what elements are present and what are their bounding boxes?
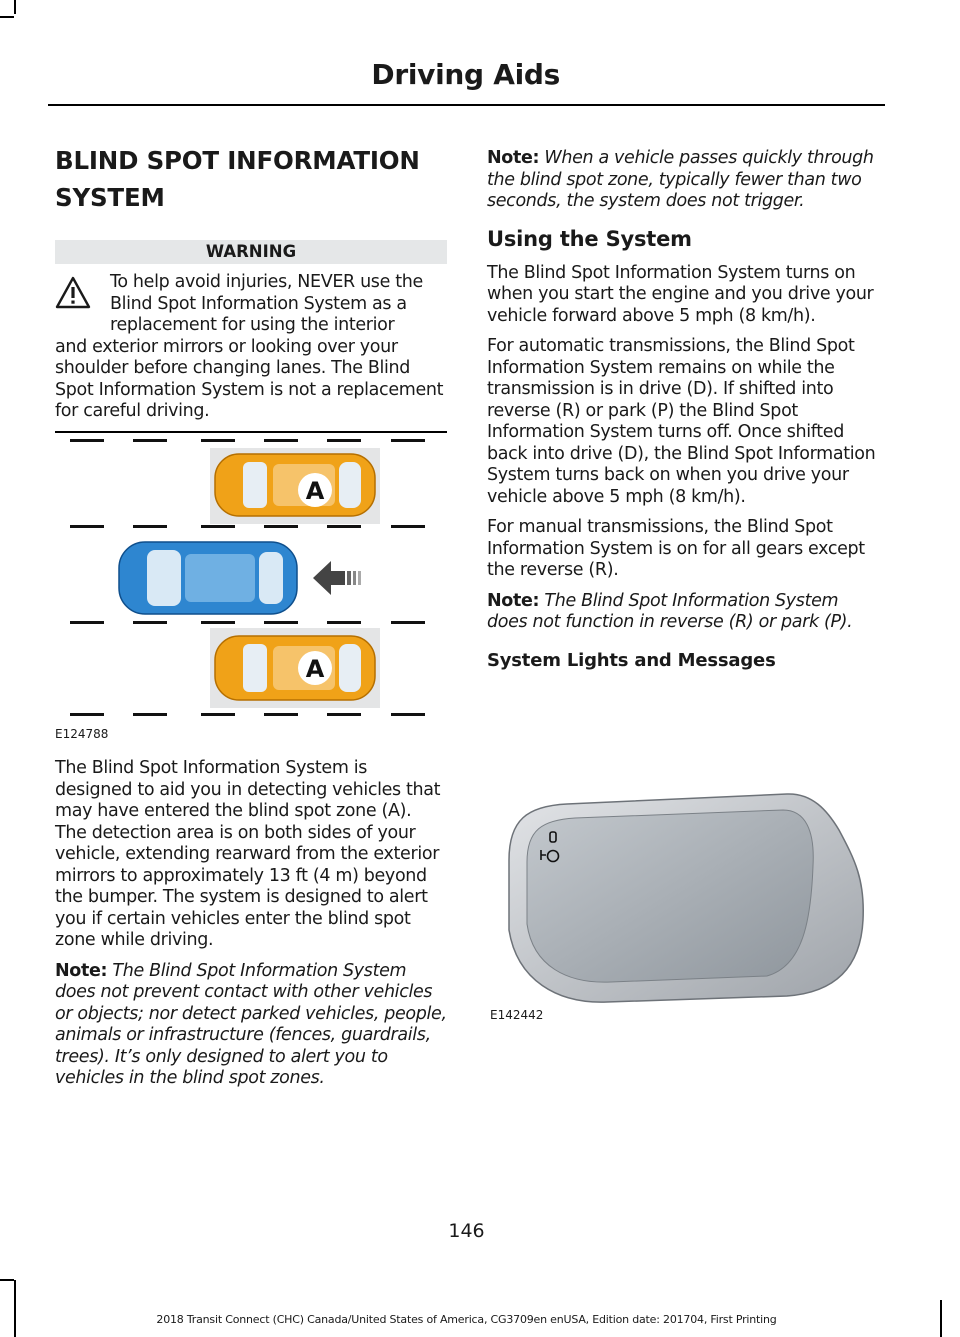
note-label: Note: bbox=[55, 960, 108, 981]
page-header-title: Driving Aids bbox=[371, 58, 560, 91]
note-paragraph bbox=[487, 591, 879, 634]
section-title-line1: BLIND SPOT INFORMATION bbox=[55, 146, 420, 175]
amber-car-bottom bbox=[215, 636, 375, 700]
side-mirror-illustration bbox=[487, 770, 879, 1010]
blind-spot-diagram bbox=[55, 428, 447, 728]
crop-mark bbox=[940, 1300, 942, 1337]
right-column bbox=[487, 140, 879, 671]
warning-triangle-icon bbox=[55, 275, 91, 311]
body-paragraph: The Blind Spot Information System is designed to aid you in detecting vehicles that may have entered the blind spot zone (A). The detection area is on both sides of your vehicle, extending rearward from the exterior mirrors to approximately 13 ft (4 m) beyond the bumper. The system is designed to alert you if certain vehicles enter the blind spot zone while driving. bbox=[55, 758, 441, 950]
page-number: 146 bbox=[448, 1220, 485, 1242]
note-text: The Blind Spot Information System does not prevent contact with other vehicles or objects; nor detect parked vehicles, people, animals or infrastructure (fences, guardrails, trees). It’s only designed to alert you to vehicles in the blind spot zones. bbox=[55, 960, 447, 1088]
note-text: The Blind Spot Information System does not function in reverse (R) or park (P). bbox=[487, 590, 853, 632]
body-paragraph: For manual transmissions, the Blind Spot Information System is on for all gears except the reverse (R). bbox=[487, 517, 865, 580]
warning-text-rest: and exterior mirrors or looking over your shoulder before changing lanes. The Blind Spot Information System is not a replacement for careful driving. bbox=[55, 336, 444, 421]
body-paragraph: The Blind Spot Information System turns on when you start the engine and you drive your vehicle forward above 5 mph (8 km/h). bbox=[487, 262, 874, 326]
zone-label-top: A bbox=[305, 477, 325, 505]
warning-body bbox=[55, 272, 447, 423]
note-label: Note: bbox=[487, 590, 540, 611]
subheading-using-system: Using the System bbox=[487, 226, 692, 251]
subheading-system-lights: System Lights and Messages bbox=[487, 649, 776, 671]
blue-car bbox=[119, 542, 297, 614]
footer-edition-info: 2018 Transit Connect (CHC) Canada/United States of America, CG3709en enUSA, Edition date: 201704, First Printing bbox=[156, 1313, 777, 1326]
crop-mark bbox=[14, 1280, 16, 1337]
header-rule bbox=[48, 104, 885, 106]
crop-mark bbox=[14, 0, 16, 14]
body-paragraph: For automatic transmissions, the Blind Spot Information System remains on while the transmission is in drive (D). If shifted into reverse (R) or park (P) the Blind Spot Information System turns off. Once shifted back into drive (D), the Blind Spot Information System turns back on when you drive your vehicle above 5 mph (8 km/h). bbox=[487, 336, 876, 507]
note-text: When a vehicle passes quickly through the blind spot zone, typically fewer than two seconds, the system does not trigger. bbox=[487, 148, 874, 211]
warning-text-first: To help avoid injuries, NEVER use the Blind Spot Information System as a replacement for using the interior bbox=[110, 272, 423, 335]
crop-mark bbox=[0, 16, 14, 18]
amber-car-top bbox=[215, 454, 375, 516]
zone-label-bottom: A bbox=[305, 655, 325, 683]
note-label: Note: bbox=[487, 148, 540, 168]
left-body-text bbox=[55, 758, 447, 1099]
warning-label: WARNING bbox=[55, 240, 447, 264]
figure1-code: E124788 bbox=[55, 727, 109, 741]
note-paragraph bbox=[487, 148, 879, 213]
figure2-code: E142442 bbox=[490, 1008, 544, 1022]
note-paragraph bbox=[55, 961, 447, 1090]
left-column bbox=[55, 140, 447, 433]
approach-arrow-icon bbox=[313, 561, 361, 595]
crop-mark bbox=[0, 1279, 14, 1281]
section-title-line2: SYSTEM bbox=[55, 183, 165, 212]
